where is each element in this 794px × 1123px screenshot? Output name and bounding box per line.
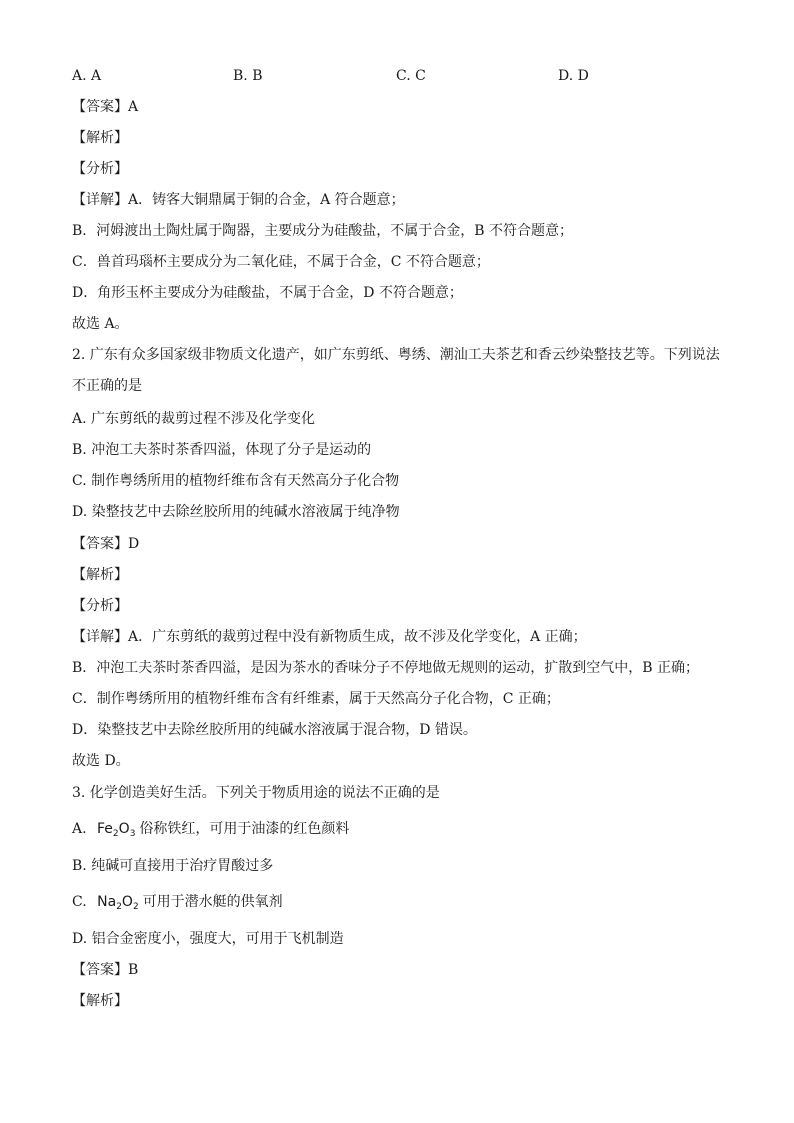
q3-option-c-label: C. [72,894,87,910]
q1-detail-line: D．角形玉杯主要成分为硅酸盐，不属于合金，D 不符合题意； [72,285,463,301]
q2-option-d: D. 染整技艺中去除丝胶所用的纯碱水溶液属于纯净物 [72,504,400,520]
q3-option-a-text: 俗称铁红，可用于油漆的红色颜料 [139,821,350,837]
q1-detail-line: C．兽首玛瑙杯主要成分为二氧化硅，不属于合金，C 不符合题意； [72,254,490,270]
q3-answer: 【答案】B [72,962,139,978]
q1-option-d: D. D [558,68,589,84]
q3-option-b: B. 纯碱可直接用于治疗胃酸过多 [72,858,274,874]
q2-detail-line: D．染整技艺中去除丝胶所用的纯碱水溶液属于混合物，D 错误。 [72,722,477,738]
q1-analysis-heading: 【解析】 [72,130,128,146]
q3-analysis-heading: 【解析】 [72,993,128,1009]
q2-option-a: A. 广东剪纸的裁剪过程不涉及化学变化 [72,411,316,427]
q2-detail-line: C．制作粤绣所用的植物纤维布含有纤维素，属于天然高分子化合物，C 正确； [72,691,560,707]
formula-subscript: 2 [116,902,122,912]
q1-answer: 【答案】A [72,99,139,115]
formula-part: O [118,821,130,837]
q3-option-c-text: 可用于潜水艇的供氧剂 [142,894,283,910]
q1-options [72,66,732,86]
formula-part: Fe [97,821,113,837]
q2-conclusion: 故选 D。 [72,753,130,769]
q1-option-b: B. B [233,68,263,84]
q2-stem-line2: 不正确的是 [72,378,142,394]
q3-option-a [72,819,349,844]
q3-option-a-label: A. [72,821,87,837]
q3-option-d: D. 铝合金密度小，强度大，可用于飞机制造 [72,931,344,947]
q3-option-c [72,892,283,917]
formula-subscript: 2 [132,902,139,912]
q1-option-c: C. C [396,68,426,84]
q2-detail-line: B．冲泡工夫茶时茶香四溢，是因为茶水的香味分子不停地做无规则的运动，扩散到空气中，B 正确； [72,660,700,676]
q3-option-c-formula [97,894,139,910]
q2-detail-line: 【详解】A．广东剪纸的裁剪过程中没有新物质生成，故不涉及化学变化，A 正确； [72,629,587,645]
q3-stem: 3. 化学创造美好生活。下列关于物质用途的说法不正确的是 [72,785,440,801]
q2-analysis-heading: 【解析】 [72,567,128,583]
q1-detail-line: 【详解】A．铸客大铜鼎属于铜的合金，A 符合题意； [72,192,405,208]
q2-stem-line1: 2. 广东有众多国家级非物质文化遗产，如广东剪纸、粤绣、潮汕工夫茶艺和香云纱染整技艺等。下列说法 [72,347,720,363]
formula-part: Na [97,894,117,910]
q2-answer: 【答案】D [72,536,140,552]
q3-option-a-formula [97,821,135,837]
q1-detail-line: B．河姆渡出土陶灶属于陶器，主要成分为硅酸盐，不属于合金，B 不符合题意； [72,223,574,239]
q1-fenxi-heading: 【分析】 [72,161,128,177]
q2-option-b: B. 冲泡工夫茶时茶香四溢，体现了分子是运动的 [72,442,372,458]
q2-fenxi-heading: 【分析】 [72,598,128,614]
formula-subscript: 2 [112,829,119,839]
q1-conclusion: 故选 A。 [72,316,129,332]
formula-subscript: 3 [129,829,136,839]
q2-option-c: C. 制作粤绣所用的植物纤维布含有天然高分子化合物 [72,473,400,489]
q1-option-a: A. A [72,68,102,84]
formula-part: O [121,894,133,910]
